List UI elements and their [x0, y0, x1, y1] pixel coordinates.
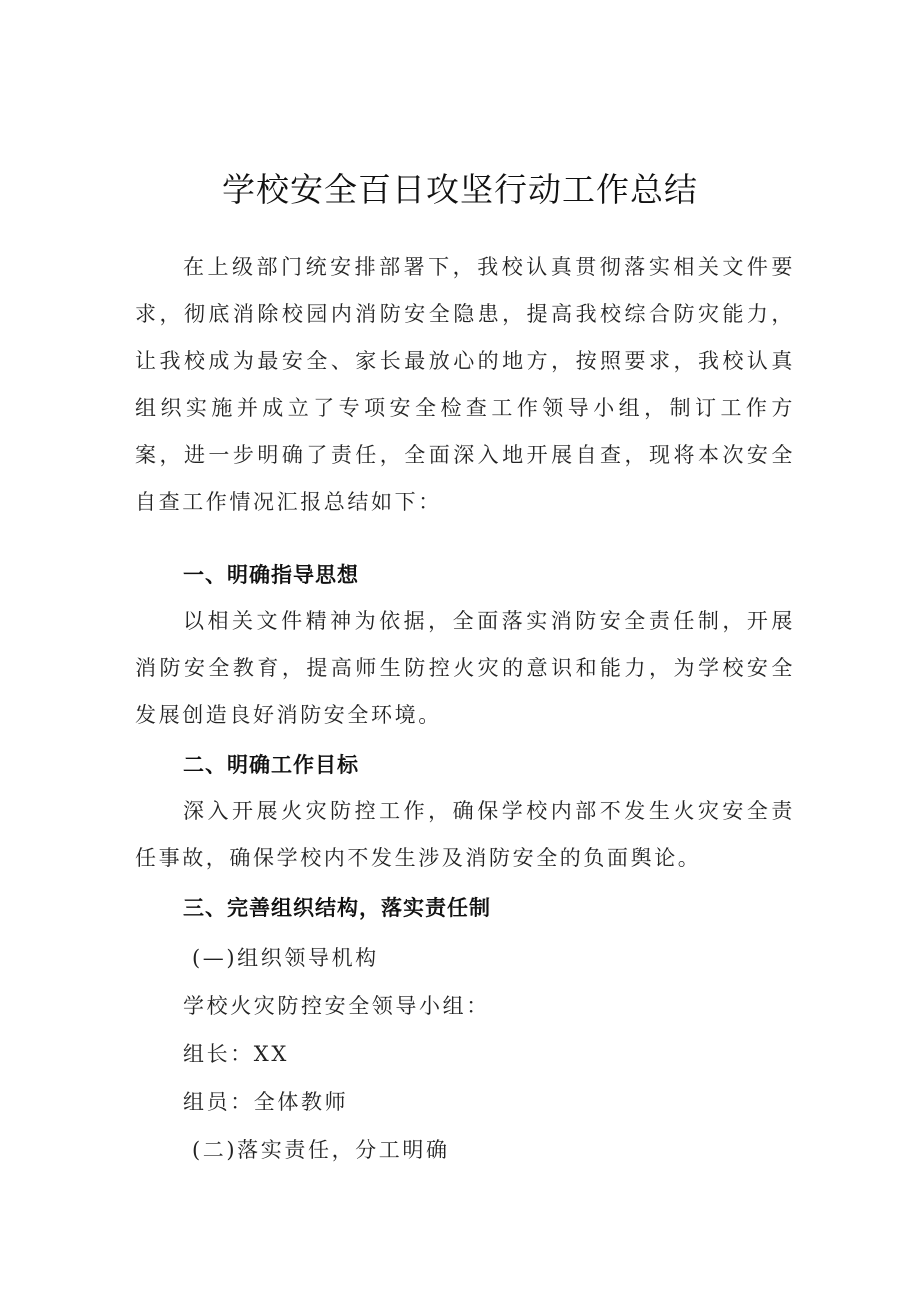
group-line: 学校火灾防控安全领导小组： [183, 994, 490, 1018]
section-3-heading: 三、完善组织结构，落实责任制 [183, 896, 491, 920]
leader-line: 组长：XX [183, 1042, 289, 1066]
section-2-heading: 二、明确工作目标 [183, 753, 359, 777]
section-2-paragraph: 深入开展火灾防控工作，确保学校内部不发生火灾安全责任事故，确保学校内不发生涉及消防安全的负面舆论。 [135, 799, 795, 870]
section-1-heading: 一、明确指导思想 [183, 563, 359, 587]
subsection-2-heading: (二)落实责任，分工明确 [192, 1138, 450, 1162]
section-1-paragraph: 以相关文件精神为依据，全面落实消防安全责任制，开展消防安全教育，提高师生防控火灾的意识和能力，为学校安全发展创造良好消防安全环境。 [135, 609, 795, 727]
intro-paragraph: 在上级部门统安排部署下，我校认真贯彻落实相关文件要求，彻底消除校园内消防安全隐患，提高我校综合防灾能力，让我校成为最安全、家长最放心的地方，按照要求，我校认真组织实施并成立了专项安全检查工作领导小组，制订工作方案，进一步明确了责任，全面深入地开展自查，现将本次安全自查工作情况汇报总结如下： [135, 255, 795, 514]
subsection-1-heading: (—)组织领导机构 [192, 946, 379, 970]
members-line: 组员：全体教师 [183, 1090, 349, 1114]
document-title: 学校安全百日攻坚行动工作总结 [222, 170, 698, 209]
